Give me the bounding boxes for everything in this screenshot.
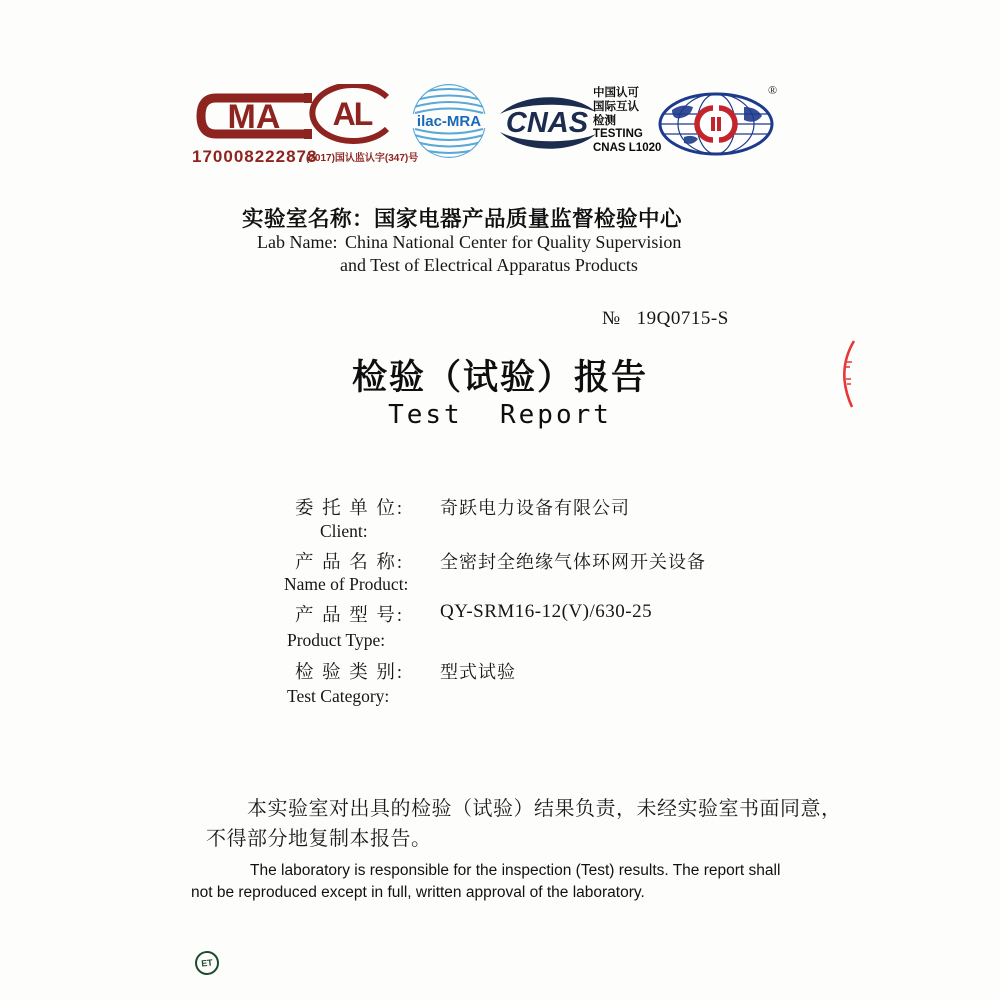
registered-mark: ® xyxy=(768,83,778,97)
report-title-cn: 检验（试验）报告 xyxy=(351,358,648,397)
al-letters: AL xyxy=(332,96,372,132)
lab-name-en-line2: and Test of Electrical Apparatus Products xyxy=(340,255,638,275)
cnas-letters: CNAS xyxy=(505,107,589,139)
field-cn-label: 产 品 名 称: xyxy=(295,553,405,573)
red-seal-edge-mark xyxy=(835,335,865,413)
ilac-mra-logo xyxy=(410,82,488,165)
report-number-value: 19Q0715-S xyxy=(636,308,729,329)
disclaimer-en-line2: not be reproduced except in full, written approval of the laboratory. xyxy=(191,884,645,901)
field-en-label: Client: xyxy=(320,521,368,541)
cma-logo xyxy=(192,88,322,167)
al-mark-icon xyxy=(306,84,402,144)
globe-logo xyxy=(656,80,780,163)
numero-symbol: № xyxy=(602,308,621,329)
field-cn-label: 委 托 单 位: xyxy=(295,499,405,519)
accreditation-text-block xyxy=(593,87,661,156)
globe-icon xyxy=(656,80,780,158)
cnas-icon xyxy=(496,92,600,154)
al-caption: (2017)国认监认字(347)号 xyxy=(306,153,419,164)
accreditation-line-5: CNAS L1020 xyxy=(593,142,662,155)
disclaimer-cn-line2: 不得部分地复制本报告。 xyxy=(206,828,432,850)
cma-mark-icon xyxy=(192,88,322,144)
cnas-logo xyxy=(496,92,600,159)
lab-name-cn-value: 国家电器产品质量监督检验中心 xyxy=(374,207,683,231)
et-stamp xyxy=(194,950,220,976)
report-number-row xyxy=(602,308,729,330)
field-value: 奇跃电力设备有限公司 xyxy=(440,498,630,518)
et-stamp-text: ET xyxy=(200,957,214,969)
cma-letters: MA xyxy=(227,98,281,136)
field-value: QY-SRM16-12(V)/630-25 xyxy=(440,601,653,622)
field-en-label: Name of Product: xyxy=(284,574,409,594)
ilac-mra-icon xyxy=(410,82,488,160)
lab-name-cn-row xyxy=(242,202,682,233)
field-cn-label: 产 品 型 号: xyxy=(295,606,405,626)
field-cn-label: 检 验 类 别: xyxy=(295,663,405,683)
field-value: 型式试验 xyxy=(440,662,516,682)
cma-certificate-number: 170008222878 xyxy=(192,147,318,166)
report-title-en: Test Report xyxy=(388,400,612,430)
accreditation-line-1: 中国认可 xyxy=(593,87,639,99)
accreditation-line-4: TESTING xyxy=(593,128,643,141)
al-logo xyxy=(306,84,418,164)
lab-name-en-line1: China National Center for Quality Supervision xyxy=(345,232,682,252)
field-value: 全密封全绝缘气体环网开关设备 xyxy=(440,552,706,572)
disclaimer-en-line1: The laboratory is responsible for the inspection (Test) results. The report shall xyxy=(250,862,781,879)
accreditation-line-3: 检测 xyxy=(593,114,616,127)
lab-name-en-label: Lab Name: xyxy=(257,232,338,252)
field-en-label: Test Category: xyxy=(287,686,390,706)
accreditation-line-2: 国际互认 xyxy=(593,100,639,113)
ilac-mra-label: ilac-MRA xyxy=(416,113,482,130)
lab-name-cn-label: 实验室名称： xyxy=(242,207,375,231)
disclaimer-cn-line1: 本实验室对出具的检验（试验）结果负责，未经实验室书面同意， xyxy=(247,798,842,820)
field-en-label: Product Type: xyxy=(287,630,386,650)
